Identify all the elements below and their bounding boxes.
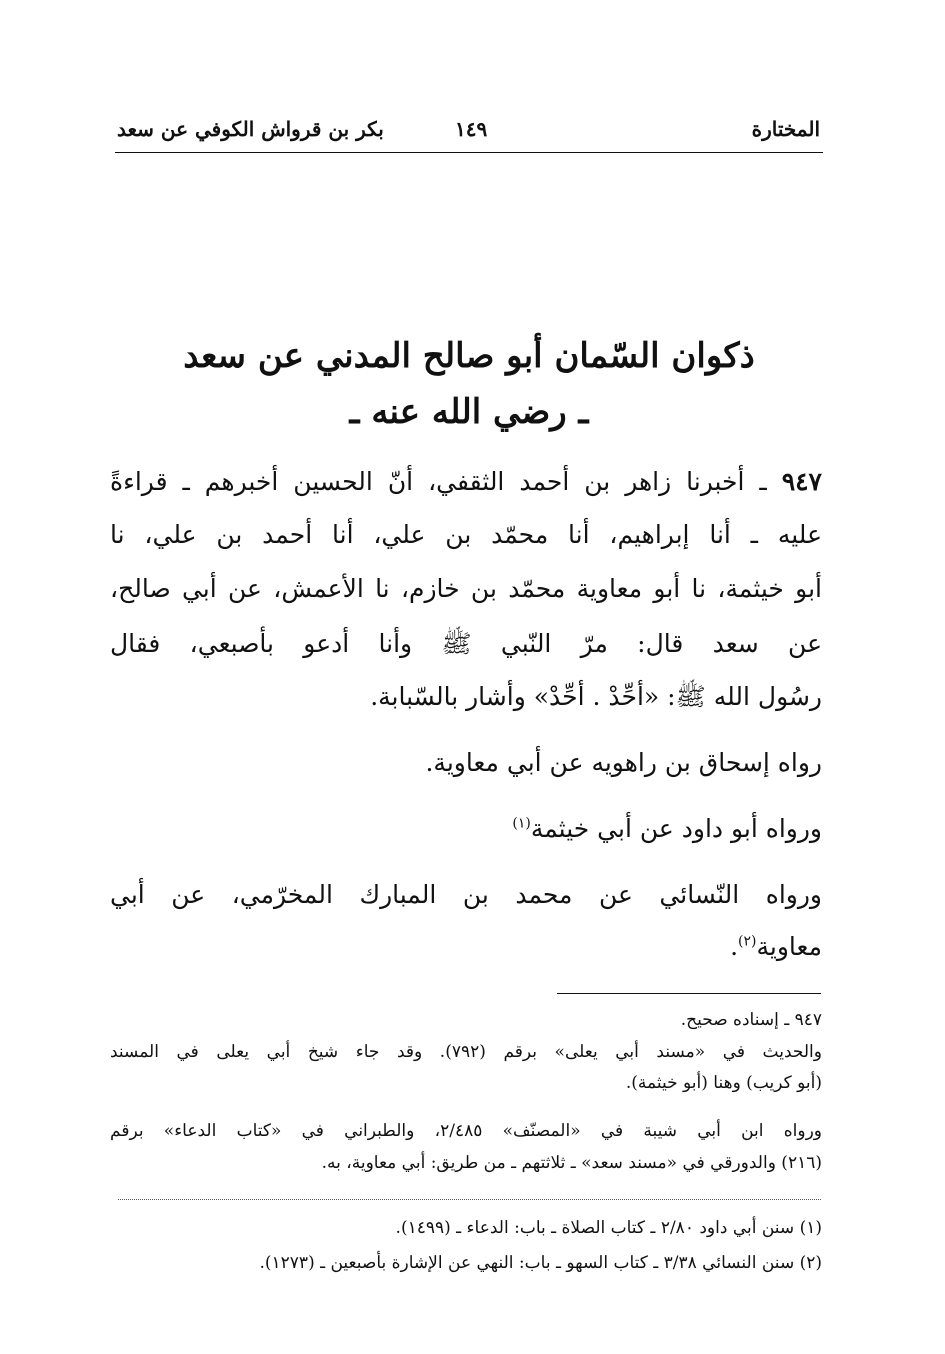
footnote-3-line-2: (٢١٦) والدورقي في «مسند سعد» ـ ثلاثتهم ـ من طريق: أبي معاوية، به.	[321, 1153, 822, 1173]
hadith-line-4: عن سعد قال: مرّ النّبي ﷺ وأنا أدعو بأصبعي، فقال	[110, 629, 822, 658]
hadith-line-1	[110, 467, 822, 496]
reference-2: (٢) سنن النسائي ٣/٣٨ ـ كتاب السهو ـ باب: النهي عن الإشارة بأصبعين ـ (١٢٧٣).	[259, 1253, 822, 1273]
narration-3-line-1: ورواه النّسائي عن محمد بن المبارك المخرّمي، عن أبي	[110, 880, 822, 909]
running-header-book-title: المختارة	[751, 117, 820, 141]
footnote-ref-2: (٢)	[738, 933, 757, 950]
running-header-section-title: بكر بن قرواش الكوفي عن سعد	[117, 117, 384, 141]
narration-3-line-2	[730, 932, 822, 961]
narration-2-text: ورواه أبو داود عن أبي خيثمة	[530, 814, 822, 843]
hadith-line-5: رسُول الله ﷺ: «أحِّدْ . أحِّدْ» وأشار بالسّبابة.	[370, 682, 822, 711]
hadith-number: ٩٤٧	[781, 467, 822, 496]
hadith-line-3: أبو خيثمة، نا أبو معاوية محمّد بن خازم، نا الأعمش، عن أبي صالح،	[110, 574, 822, 603]
narration-3-period: .	[730, 932, 739, 961]
footnote-rule	[557, 993, 821, 994]
references-rule	[118, 1199, 821, 1200]
footnote-1: ٩٤٧ ـ إسناده صحيح.	[680, 1010, 822, 1030]
header-rule	[115, 152, 823, 153]
hadith-line-2: عليه ـ أنا إبراهيم، أنا محمّد بن علي، أنا أحمد بن علي، نا	[110, 520, 822, 549]
chapter-subtitle: ـ رضي الله عنه ـ	[349, 392, 589, 432]
footnote-ref-1: (١)	[512, 815, 531, 832]
hadith-line-1-text: ـ أخبرنا زاهر بن أحمد الثقفي، أنّ الحسين أخبرهم ـ قراءةً	[110, 467, 767, 496]
narration-2	[512, 814, 822, 843]
reference-1: (١) سنن أبي داود ٢/٨٠ ـ كتاب الصلاة ـ باب: الدعاء ـ (١٤٩٩).	[395, 1218, 822, 1238]
narration-1: رواه إسحاق بن راهويه عن أبي معاوية.	[425, 748, 822, 777]
footnote-3-line-1: ورواه ابن أبي شيبة في «المصنّف» ٢/٤٨٥، والطبراني في «كتاب الدعاء» برقم	[110, 1121, 822, 1141]
chapter-title: ذكوان السّمان أبو صالح المدني عن سعد	[183, 336, 755, 376]
narration-3-line-2-text: معاوية	[756, 932, 822, 961]
footnote-2-line-2: (أبو كريب) وهنا (أبو خيثمة).	[625, 1073, 822, 1093]
footnote-2-line-1: والحديث في «مسند أبي يعلى» برقم (٧٩٢). وقد جاء شيخ أبي يعلى في المسند	[110, 1042, 822, 1062]
page-number: ١٤٩	[455, 117, 488, 141]
